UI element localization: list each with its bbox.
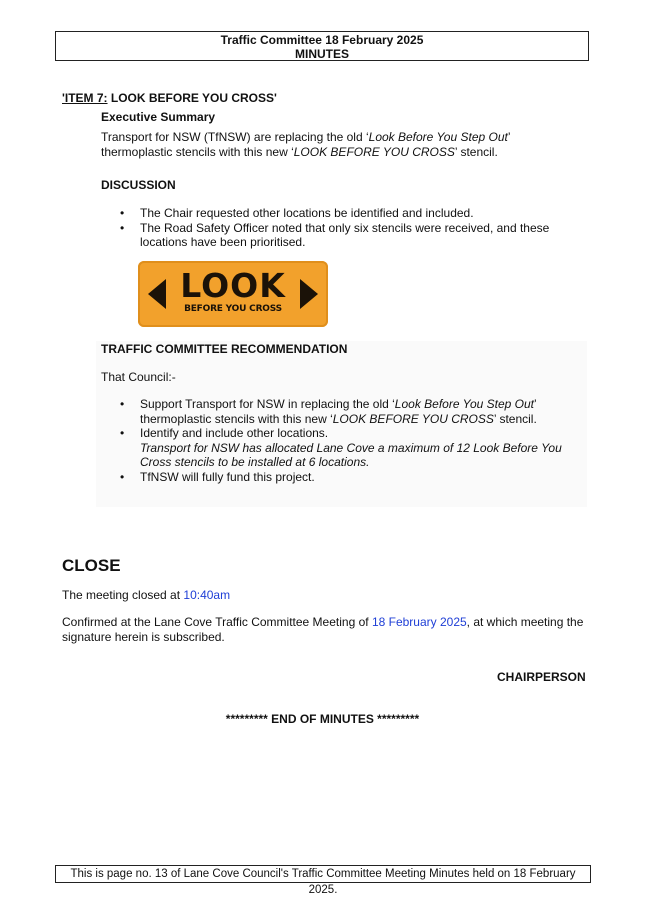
item-title-text: LOOK BEFORE YOU CROSS' bbox=[107, 91, 277, 105]
discussion-heading: DISCUSSION bbox=[101, 178, 176, 192]
arrow-right-icon bbox=[300, 279, 318, 309]
executive-summary-heading: Executive Summary bbox=[101, 110, 216, 124]
stencil-subtext: BEFORE YOU CROSS bbox=[184, 304, 282, 314]
rec-item1-part3: ’ stencil. bbox=[493, 411, 537, 426]
arrow-left-icon bbox=[148, 279, 166, 309]
rec-item1-part1: Support Transport for NSW in replacing the old ‘ bbox=[140, 397, 395, 411]
confirm-date: 18 February 2025 bbox=[371, 615, 467, 629]
end-of-minutes: ********* END OF MINUTES ********* bbox=[225, 712, 420, 726]
stencil-word: LOOK bbox=[180, 266, 286, 305]
discussion-list bbox=[101, 206, 561, 250]
recommendation-list bbox=[101, 397, 571, 484]
list-item bbox=[101, 426, 571, 470]
closed-label: The meeting closed at bbox=[62, 588, 184, 602]
list-item bbox=[101, 397, 571, 426]
chairperson-label: CHAIRPERSON bbox=[497, 670, 586, 684]
confirm-part2: , at which meeting the signature herein is subscribed. bbox=[62, 615, 584, 644]
rec-old-stencil: Look Before You Step Out bbox=[394, 397, 535, 411]
exec-text-part2: ’ thermoplastic stencils with this new ‘ bbox=[101, 130, 511, 159]
exec-text-part3: ’ stencil. bbox=[454, 145, 498, 159]
exec-text-part1: Transport for NSW (TfNSW) are replacing the old ‘ bbox=[101, 130, 369, 144]
page-footer bbox=[55, 865, 591, 896]
rec-item1-part2: ’ thermoplastic stencils with this new ‘ bbox=[140, 397, 537, 426]
recommendation-intro: That Council:- bbox=[101, 370, 176, 384]
recommendation-heading: TRAFFIC COMMITTEE RECOMMENDATION bbox=[101, 342, 348, 356]
item-number: 'ITEM 7: bbox=[62, 91, 108, 105]
footer-text: This is page no. 13 of Lane Cove Council's Traffic Committee Meeting Minutes held on 18 February 2025. bbox=[70, 868, 576, 896]
list-item: • The Chair requested other locations be identified and included. bbox=[101, 206, 561, 221]
exec-old-stencil: Look Before You Step Out bbox=[368, 130, 508, 144]
list-item: • The Road Safety Officer noted that only six stencils were received, and these locations have been prioritised. bbox=[101, 221, 561, 250]
page-header bbox=[55, 31, 589, 61]
rec-item2-note: Transport for NSW has allocated Lane Cove a maximum of 12 Look Before You Cross stencils to be installed at 6 locations. bbox=[140, 440, 562, 469]
header-subtitle: MINUTES bbox=[295, 47, 349, 61]
executive-summary-text bbox=[101, 130, 581, 160]
rec-new-stencil: LOOK BEFORE YOU CROSS bbox=[332, 411, 494, 426]
rec-item2-text: Identify and include other locations. bbox=[140, 426, 329, 440]
list-item: • TfNSW will fully fund this project. bbox=[101, 470, 571, 485]
item-title bbox=[62, 91, 277, 105]
header-title: Traffic Committee 18 February 2025 bbox=[220, 33, 424, 47]
look-before-you-cross-stencil-image bbox=[138, 261, 328, 327]
exec-new-stencil: LOOK BEFORE YOU CROSS bbox=[293, 145, 455, 159]
close-heading: CLOSE bbox=[62, 556, 121, 575]
closed-time: 10:40am bbox=[183, 588, 231, 602]
confirmation-text bbox=[62, 615, 592, 645]
confirm-part1: Confirmed at the Lane Cove Traffic Committee Meeting of bbox=[62, 615, 372, 629]
meeting-closed-text bbox=[62, 588, 230, 602]
